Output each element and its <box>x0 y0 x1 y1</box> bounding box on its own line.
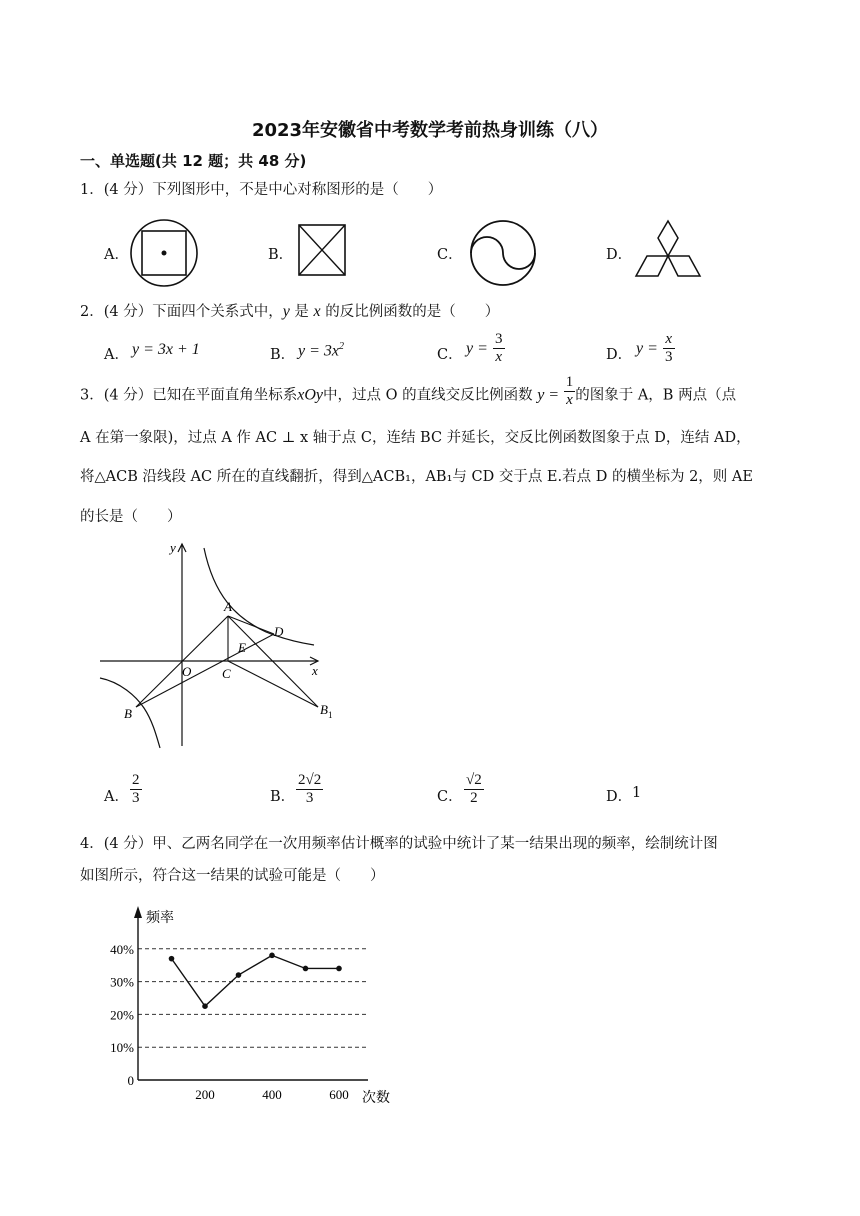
chart-data-point <box>169 956 175 962</box>
chart-x-tick-label: 400 <box>262 1087 282 1102</box>
page-title: 2023年安徽省中考数学考前热身训练（八） <box>251 120 609 141</box>
label-a: A <box>224 599 232 614</box>
label-c: C <box>222 666 231 681</box>
q2-option-a-label: A． <box>104 347 129 363</box>
label-e: E <box>238 640 246 655</box>
label-b: B <box>124 706 132 721</box>
label-d: D <box>274 624 284 639</box>
q1-stem: 1．(4 分）下列图形中，不是中心对称图形的是（ ） <box>80 182 443 198</box>
hyperbola-branch-1 <box>204 548 314 645</box>
q3-option-d: 1 <box>632 785 642 801</box>
section-heading: 一、单选题(共 12 题；共 48 分) <box>80 152 307 170</box>
chart-data-point <box>303 966 309 972</box>
q2-option-d: y = $\frac{x}{3}$ <box>636 331 673 365</box>
q2-var-x: x <box>313 303 321 320</box>
q3-option-c: $\frac{√2}{2}$ <box>466 772 482 806</box>
q3-geometry-figure <box>96 536 336 752</box>
q1-option-d-label: D． <box>606 247 633 263</box>
chart-x-tick-label: 200 <box>195 1087 215 1102</box>
q2-var-y: y <box>282 303 290 320</box>
q2-option-b-label: B． <box>270 347 296 363</box>
q3-option-d-label: D． <box>606 789 633 805</box>
q1-option-c-label: C． <box>437 247 463 263</box>
q3-option-a-label: A． <box>104 789 129 805</box>
q2-stem: 2．(4 分）下面四个关系式中，y 是 x 的反比例函数的是（ ） <box>80 303 500 320</box>
q3-option-b: $\frac{2√2}{3}$ <box>298 772 322 806</box>
chart-series-line <box>172 955 340 1006</box>
chart-data-point <box>236 972 242 978</box>
chart-xlabel: 次数 <box>362 1090 390 1106</box>
q3-option-a: $\frac{2}{3}$ <box>132 772 140 806</box>
q1-option-a-figure <box>128 217 200 289</box>
q3-line-2: A 在第一象限)，过点 A 作 AC ⊥ x 轴于点 C，连结 BC 并延长，交反比例函数图象于点 D，连结 AD， <box>80 430 751 446</box>
q2-option-b: $y = 3x^2$ <box>298 341 344 360</box>
q2-option-c-label: C． <box>437 347 463 363</box>
chart-y-tick-label: 10% <box>110 1040 134 1056</box>
q1-option-d-figure <box>632 218 704 282</box>
q1-option-b-label: B． <box>268 247 294 263</box>
chart-y-tick-label: 0 <box>127 1073 134 1088</box>
chart-y-arrow <box>134 906 142 918</box>
chart-y-tick-label: 30% <box>110 974 134 990</box>
q3-line-4: 的长是（ ） <box>80 509 182 525</box>
chart-y-tick-label: 40% <box>110 941 134 957</box>
chart-data-point <box>202 1003 208 1009</box>
chart-data-point <box>336 966 342 972</box>
q4-line-1: 4．(4 分）甲、乙两名同学在一次用频率估计概率的试验中统计了某一结果出现的频率，绘制统计图 <box>80 836 718 852</box>
q2-option-c: y = $\frac{3}{x}$ <box>466 331 503 365</box>
q3-option-b-label: B． <box>270 789 296 805</box>
frequency-line-chart <box>96 902 406 1112</box>
q3-line-3: 将△ACB 沿线段 AC 所在的直线翻折，得到△ACB₁，AB₁与 CD 交于点 E.若点 D 的横坐标为 2，则 AE <box>80 469 753 485</box>
q3-option-c-label: C． <box>437 789 463 805</box>
label-x: x <box>312 663 318 678</box>
label-b1: $B_1$ <box>320 702 333 720</box>
chart-ylabel: 频率 <box>146 910 174 926</box>
label-y: y <box>170 540 176 555</box>
chart-y-tick-label: 20% <box>110 1007 134 1023</box>
q1-option-c-figure <box>467 217 539 289</box>
label-o: O <box>182 664 192 679</box>
q2-option-a: y = 3x + 1 <box>132 341 200 358</box>
q2-option-d-label: D． <box>606 347 633 363</box>
q3-line-1: 3．(4 分）已知在平面直角坐标系xOy中，过点 O 的直线交反比例函数 y = $\frac{1}{x}$ 的图象于 A，B 两点（点 <box>80 374 737 408</box>
q1-option-b-figure <box>296 222 348 278</box>
q4-line-2: 如图所示，符合这一结果的试验可能是（ ） <box>80 868 385 884</box>
chart-x-tick-label: 600 <box>329 1087 349 1102</box>
q1-option-a-label: A． <box>104 247 129 263</box>
chart-data-point <box>269 953 275 959</box>
